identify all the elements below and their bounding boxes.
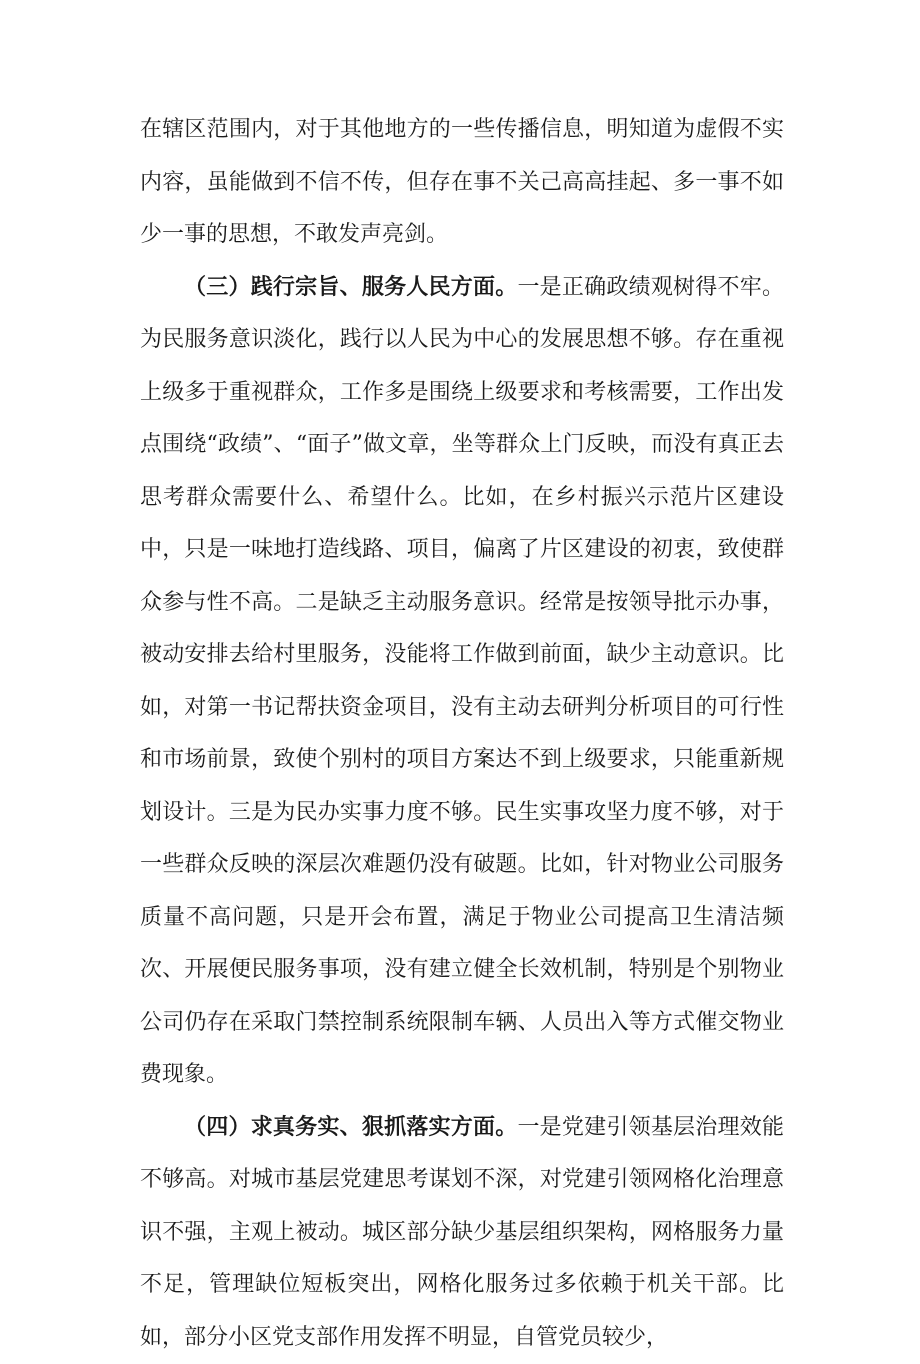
paragraph-body: 一是党建引领基层治理效能不够高。对城市基层党建思考谋划不深，对党建引领网格化治理意识不强，主观上被动。城区部分缺少基层组织架构，网格服务力量不足，管理缺位短板突出，网格化服务过多依赖于机关干部。比如，部分小区党支部作用发挥不明显，自管党员较少， (140, 1115, 784, 1350)
paragraph-section-four (140, 1102, 784, 1364)
paragraph-section-three (140, 262, 784, 1102)
section-heading-four: （四）求真务实、狠抓落实方面。 (184, 1115, 517, 1140)
paragraph-body: 一是正确政绩观树得不牢。为民服务意识淡化，践行以人民为中心的发展思想不够。存在重视上级多于重视群众，工作多是围绕上级要求和考核需要，工作出发点围绕“政绩”、“面子”做文章，坐等群众上门反映，而没有真正去思考群众需要什么、希望什么。比如，在乡村振兴示范片区建设中，只是一味地打造线路、项目，偏离了片区建设的初衷，致使群众参与性不高。二是缺乏主动服务意识。经常是按领导批示办事，被动安排去给村里服务，没能将工作做到前面，缺少主动意识。比如，对第一书记帮扶资金项目，没有主动去研判分析项目的可行性和市场前景，致使个别村的项目方案达不到上级要求，只能重新规划设计。三是为民办实事力度不够。民生实事攻坚力度不够，对于一些群众反映的深层次难题仍没有破题。比如，针对物业公司服务质量不高问题，只是开会布置，满足于物业公司提高卫生清洁频次、开展便民服务事项，没有建立健全长效机制，特别是个别物业公司仍存在采取门禁控制系统限制车辆、人员出入等方式催交物业费现象。 (140, 275, 784, 1088)
paragraph-continuation (140, 104, 784, 262)
document-body (140, 104, 784, 1364)
paragraph-body: 在辖区范围内，对于其他地方的一些传播信息，明知道为虚假不实内容，虽能做到不信不传，但存在事不关己高高挂起、多一事不如少一事的思想，不敢发声亮剑。 (140, 117, 784, 247)
section-heading-three: （三）践行宗旨、服务人民方面。 (184, 275, 517, 300)
